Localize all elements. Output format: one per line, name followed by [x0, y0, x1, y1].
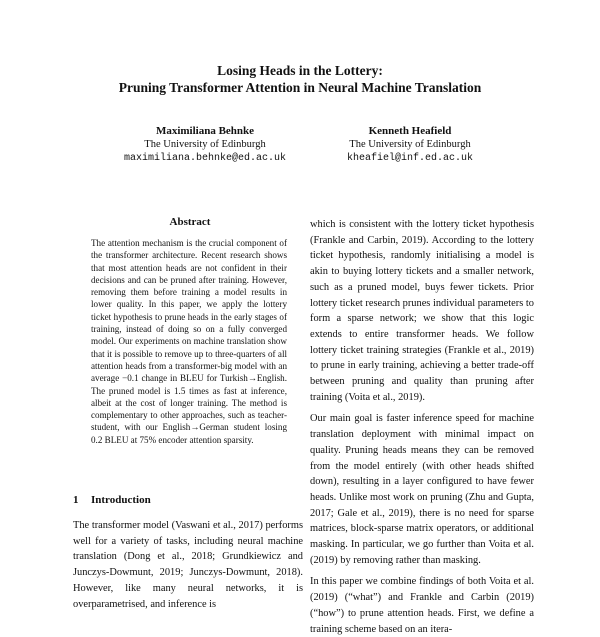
body-paragraph: Our main goal is faster inference speed for machine translation deployment with minimal impact on quality. Pruning heads means they can be removed from the model entirely (with other heads shifted down), resulting in a layer configured to have fewer heads. Unlike most work on pruning (Zhu and Gupta, 2017; Gale et al., 2019), there is no need for sparse matrices, block-sparse matrix operators, or additional masking. In particular, we go further than Voita et al. (2019) by removing rather than masking.: [310, 413, 534, 566]
section-heading: [73, 494, 303, 506]
author-name: Kenneth Heafield: [368, 125, 452, 137]
paper-title-line-2: Pruning Transformer Attention in Neural Machine Translation: [118, 80, 482, 95]
body-paragraph: which is consistent with the lottery ticket hypothesis (Frankle and Carbin, 2019). According to the lottery ticket hypothesis, randomly initialising a model is akin to buying lottery tickets and a smaller network, such as a pruned model, buys fewer tickets. Prior lottery ticket research prunes individual parameters to form a sparse network; we show that this logic extends to entire transformer heads. We follow lottery ticket training strategies (Frankle et al., 2019) to prune in early training, achieving a better trade-off between pruning and quality than pruning after training (Voita et al., 2019).: [310, 219, 534, 403]
section-number: 1: [73, 494, 79, 506]
author-block-1: [85, 124, 325, 166]
right-column: [310, 217, 534, 637]
author-block-2: [290, 124, 530, 166]
intro-paragraph-left: The transformer model (Vaswani et al., 2017) performs well for a variety of tasks, including neural machine translation (Dong et al., 2018; Grundkiewicz and Junczys-Dowmunt, 2019; Junczys-Dowmunt, 2018). However, like many neural networks, it is overparametrised, and inference is: [73, 520, 303, 610]
author-affiliation: The University of Edinburgh: [349, 139, 471, 150]
author-name: Maximiliana Behnke: [155, 125, 255, 137]
body-paragraph: In this paper we combine findings of both Voita et al. (2019) (“what”) and Frankle and Carbin (2019) (“how”) to prune attention heads. First, we define a training scheme based on an itera-: [310, 576, 534, 635]
author-affiliation: The University of Edinburgh: [144, 139, 266, 150]
paper-title-line-1: Losing Heads in the Lottery:: [217, 63, 383, 78]
abstract-text: The attention mechanism is the crucial component of the transformer architecture. Recent research shows that most attention heads are not confident in their decisions and can be pruned after training. However, removing them before training a model results in lower quality. In this paper, we apply the lottery ticket hypothesis to prune heads in the early stages of training, instead of doing so on a fully converged model. Our experiments on machine translation show that it is possible to remove up to three-quarters of all attention heads from a transformer-big model with an average −0.1 change in BLEU for Turkish→English. The pruned model is 1.5 times as fast at inference, albeit at the cost of longer training. The method is complementary to other approaches, such as teacher-student, with our English→German student losing 0.2 BLEU at 75% encoder attention sparsity.: [91, 238, 287, 445]
author-email: kheafiel@inf.ed.ac.uk: [346, 153, 474, 164]
section-title: Introduction: [91, 494, 151, 506]
abstract-heading: Abstract: [169, 216, 211, 228]
author-email: maximiliana.behnke@ed.ac.uk: [123, 153, 287, 164]
